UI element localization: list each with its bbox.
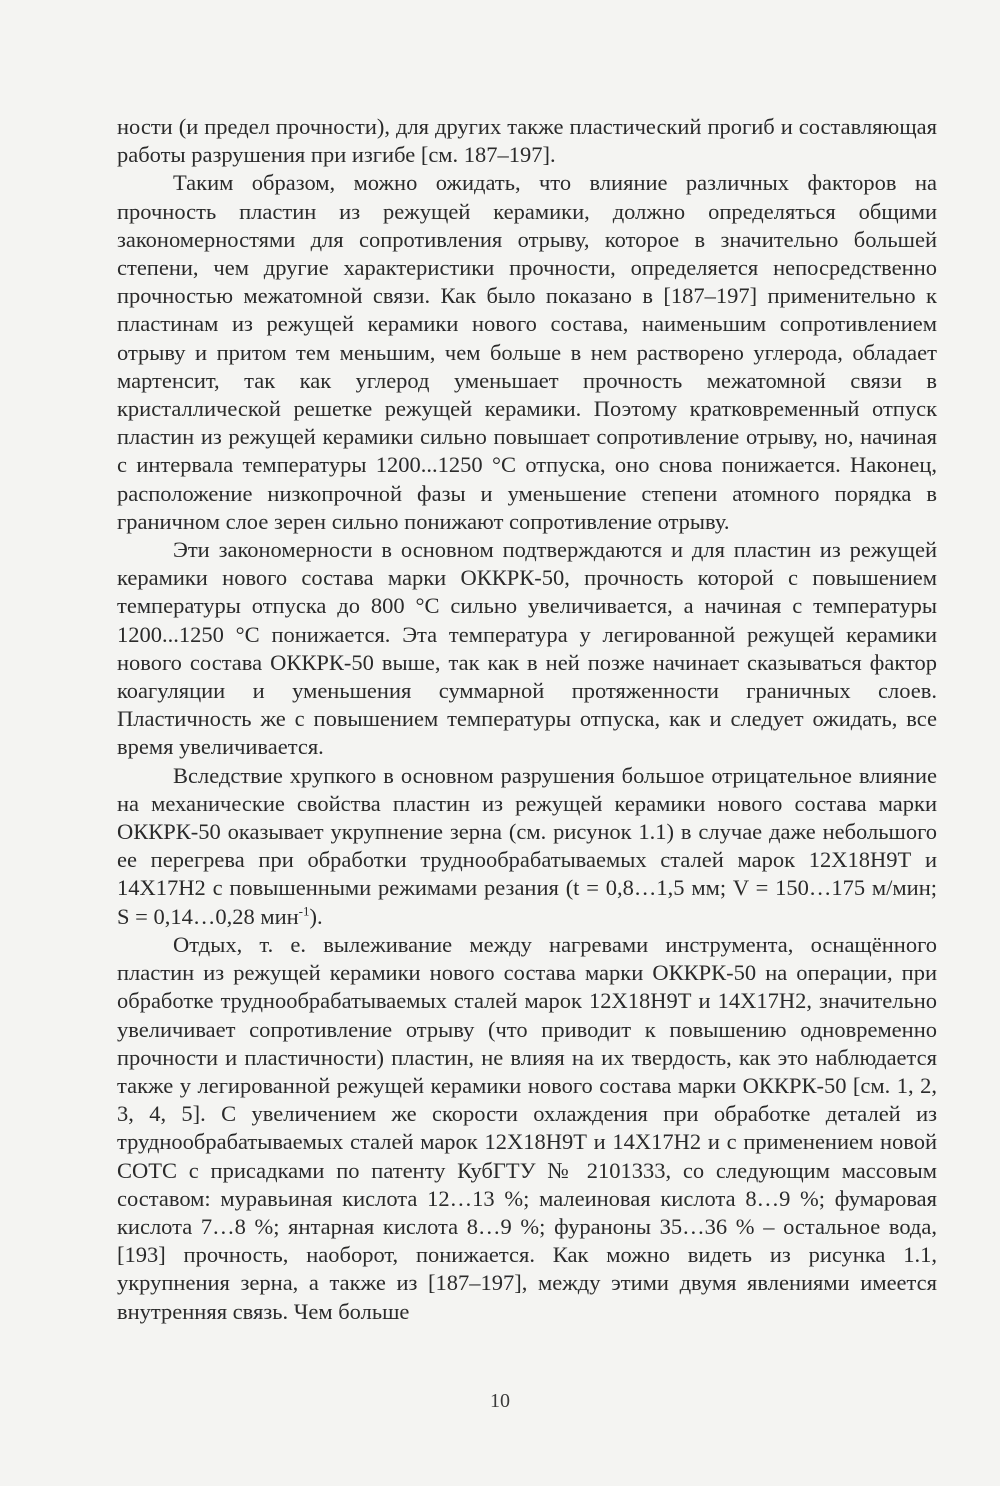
paragraph-2: Таким образом, можно ожидать, что влияние различных факторов на прочность пластин из режущей керамики, должно определяться общими закономерностями для сопротивления отрыву, которое в значительно большей степени, чем другие характеристики прочности, определяется непосредственно прочностью межатомной связи. Как было показано в [187–197] применительно к пластинам из режущей керамики нового состава, наименьшим сопротивлением отрыву и притом тем меньшим, чем больше в нем растворено углерода, обладает мартенсит, так как углерод уменьшает прочность межатомной связи в кристаллической решетке режущей керамики. Поэтому кратковременный отпуск пластин из режущей керамики сильно повышает сопротивление отрыву, но, начиная с интервала температуры 1200...1250 °С отпуска, оно снова понижается. Наконец, расположение низкопрочной фазы и уменьшение степени атомного порядка в граничном слое зерен сильно понижают сопротивление отрыву.: [117, 170, 937, 534]
paragraph-5: Отдых, т. е. вылеживание между нагревами инструмента, оснащённого пластин из режущей керамики нового состава марки ОККРК-50 на операции, при обработке труднообрабатываемых сталей марок 12Х18Н9Т и 14Х17Н2, значительно увеличивает сопротивление отрыву (что приводит к повышению одновременно прочности и пластичности) пластин, не влияя на их твердость, как это наблюдается также у легированной режущей керамики нового состава марки ОККРК-50 [см. 1, 2, 3, 4, 5]. С увеличением же скорости охлаждения при обработке деталей из труднообрабатываемых сталей марок 12Х18Н9Т и 14Х17Н2 и с применением новой СОТС с присадками по патенту КубГТУ № 2101333, со следующим массовым составом: муравьиная кислота 12…13 %; малеиновая кислота 8…9 %; фумаровая кислота 7…8 %; янтарная кислота 8…9 %; фураноны 35…36 % – остальное вода, [193] прочность, наоборот, понижается. Как можно видеть из рисунка 1.1, укрупнения зерна, а также из [187–197], между этими двумя явлениями имеется внутренняя связь. Чем больше: [117, 931, 937, 1324]
paragraph-4: [117, 762, 937, 931]
paragraph-1: ности (и предел прочности), для других также пластический прогиб и составляющая работы разрушения при изгибе [см. 187–197].: [117, 114, 937, 168]
page-body: [117, 113, 937, 1326]
paragraph-4-tail: ).: [309, 903, 323, 929]
paragraph-4-superscript: -1: [298, 903, 310, 919]
page-number: 10: [490, 1390, 510, 1412]
paragraph-4-text: Вследствие хрупкого в основном разрушения большое отрицательное влияние на механические свойства пластин из режущей керамики нового состава марки ОККРК-50 оказывает укрупнение зерна (см. рисунок 1.1) в случае даже небольшого ее перегрева при обработки труднообрабатываемых сталей марок 12Х18Н9Т и 14Х17Н2 с повышенными режимами резания (t = 0,8…1,5 мм; V = 150…175 м/мин; S = 0,14…0,28 мин: [117, 762, 937, 929]
paragraph-3: Эти закономерности в основном подтверждаются и для пластин из режущей керамики нового состава марки ОККРК-50, прочность которой с повышением температуры отпуска до 800 °С сильно увеличивается, а начиная с температуры 1200...1250 °С понижается. Эта температура у легированной режущей керамики нового состава ОККРК-50 выше, так как в ней позже начинает сказываться фактор коагуляции и уменьшения суммарной протяженности граничных слоев. Пластичность же с повышением температуры отпуска, как и следует ожидать, все время увеличивается.: [117, 537, 937, 760]
